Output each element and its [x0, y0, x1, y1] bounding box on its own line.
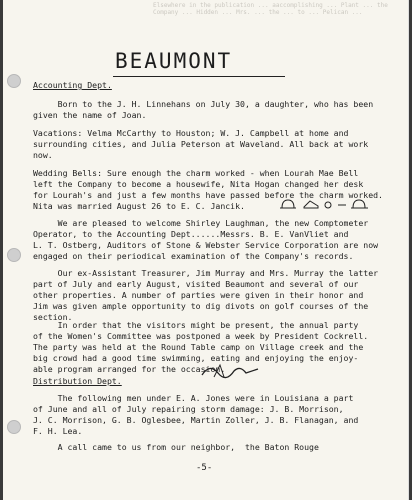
paragraph-party: In order that the visitors might be present, the annual party of the Women's Committee was postponed a week by President Cockrell. The party was held at the Round Table camp on Village creek and the big crowd had a good time swimming, eating and enjoying the enjoy- able program arranged for the occasion. [33, 320, 369, 374]
shoe-icon [304, 201, 331, 208]
paragraph-murray: Our ex-Assistant Treasurer, Jim Murray and Mrs. Murray the latter part of July and early August, visited Beaumont and several of our other properties. A number of parties were given in their honor and Jim was given ample opportunity to dig divots on golf courses of the section. [33, 268, 379, 322]
bell-icon [338, 200, 368, 208]
wedding-bell-icon [280, 200, 296, 208]
document-page [3, 0, 408, 500]
paragraph-storm-crew: The following men under E. A. Jones were in Louisiana a part of June and all of July repairing storm damage: J. B. Morrison, J. C. Morrison, G. B. Oglesbee, Martin Zoller, J. B. Flanagan, and F. H. Lea. [33, 393, 359, 436]
decorative-flourish [200, 359, 260, 385]
page-title: BEAUMONT [115, 49, 233, 73]
wedding-icons [278, 196, 373, 215]
paragraph-birth: Born to the J. H. Linnehans on July 30, a daughter, who has been given the name of Joan. [33, 99, 374, 120]
title-rule [113, 76, 285, 77]
binder-hole [7, 420, 21, 434]
paragraph-call: A call came to us from our neighbor, the Baton Rouge [33, 442, 319, 452]
paragraph-welcome: We are pleased to welcome Shirley Laughman, the new Comptometer Operator, to the Accounting Dept......Messrs. B. E. VanVliet and L. T. Ostberg, Auditors of Stone & Webster Service Corporation are now engaged on their periodical examination of the Company's records. [33, 218, 379, 261]
paragraph-wedding-bells: Wedding Bells: Sure enough the charm worked - when Lourah Mae Bell left the Company to become a housewife, Nita Hogan changed her desk for Lourah's and just a few months have passed before the charm worked. Nita was married August 26 to E. C. Jancik. [33, 168, 383, 211]
section-heading: Distribution Dept. [33, 376, 122, 386]
bleed-through-text: Elsewhere in the publication ... aaccomplishing ... Plant ... the Company ... Hidden ... Mrs. ... the ... to ... Pelican ... [153, 2, 388, 16]
binder-hole [7, 74, 21, 88]
paragraph-vacations: Vacations: Velma McCarthy to Houston; W. J. Campbell at home and surrounding cities, and Julia Peterson at Waveland. All back at work now. [33, 128, 369, 160]
binder-hole [7, 248, 21, 262]
section-heading: Accounting Dept. [33, 80, 112, 90]
page-number: -5- [196, 463, 213, 473]
binder-holes [6, 0, 20, 500]
